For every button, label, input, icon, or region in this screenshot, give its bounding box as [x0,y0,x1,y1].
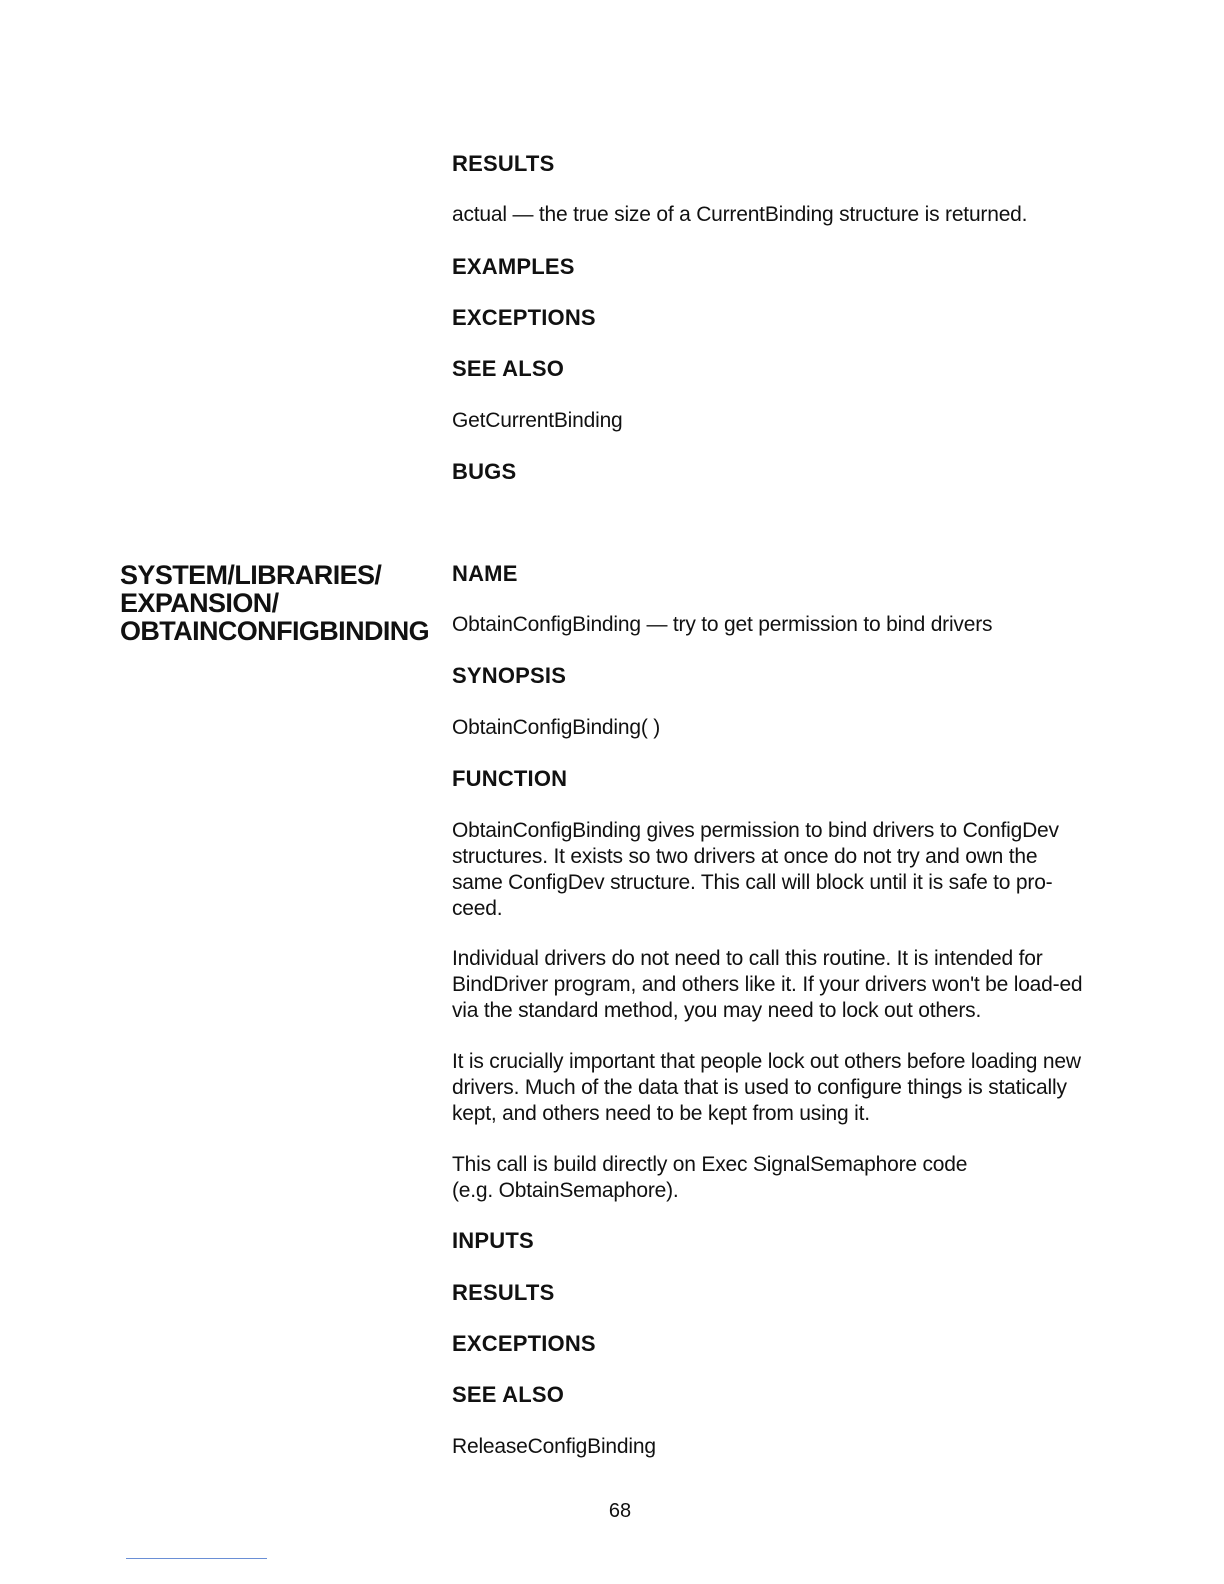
synopsis-text: ObtainConfigBinding( ) [452,716,661,739]
entry-title-line-1: SYSTEM/LIBRARIES/ [120,560,382,590]
function-paragraph-2-text: Individual drivers do not need to call this routine. It is intended for BindDriver program, and others like it. If your drivers won't be load-ed via the standard method, you may need to lock out others. [452,947,1083,1022]
results-text-previous: actual — the true size of a CurrentBinding structure is returned. [452,203,1028,226]
function-paragraph-4-text: This call is build directly on Exec SignalSemaphore code (e.g. ObtainSemaphore). [452,1153,968,1202]
results-heading-previous: RESULTS [452,151,555,176]
entry-title [120,561,440,645]
function-paragraph-4 [452,1152,1012,1204]
entry-title-line-2: EXPANSION/ [120,588,279,618]
examples-heading: EXAMPLES [452,254,575,279]
function-paragraph-3 [452,1049,1092,1127]
bugs-heading: BUGS [452,459,517,484]
inputs-heading: INPUTS [452,1228,534,1253]
name-text: ObtainConfigBinding — try to get permission to bind drivers [452,613,993,636]
synopsis-heading: SYNOPSIS [452,663,567,688]
name-heading: NAME [452,561,518,586]
function-paragraph-2 [452,946,1097,1024]
footer-rule [126,1558,267,1559]
page-number: 68 [608,1500,632,1522]
function-paragraph-1 [452,818,1092,922]
exceptions-heading-previous: EXCEPTIONS [452,305,596,330]
entry-title-line-3: OBTAINCONFIGBINDING [120,616,430,646]
see-also-text: ReleaseConfigBinding [452,1435,656,1458]
see-also-heading-previous: SEE ALSO [452,356,565,381]
function-paragraph-3-text: It is crucially important that people lock out others before loading new drivers. Much of the data that is used to configure things is statically kept, and others need to be kept from using it. [452,1050,1081,1125]
exceptions-heading: EXCEPTIONS [452,1331,596,1356]
see-also-text-previous: GetCurrentBinding [452,409,623,432]
function-paragraph-1-text: ObtainConfigBinding gives permission to bind drivers to ConfigDev structures. It exists so two drivers at once do not try and own the same ConfigDev structure. This call will block until it is safe to pro-ceed. [452,819,1059,920]
see-also-heading: SEE ALSO [452,1382,565,1407]
function-heading: FUNCTION [452,766,568,791]
results-heading: RESULTS [452,1280,555,1305]
